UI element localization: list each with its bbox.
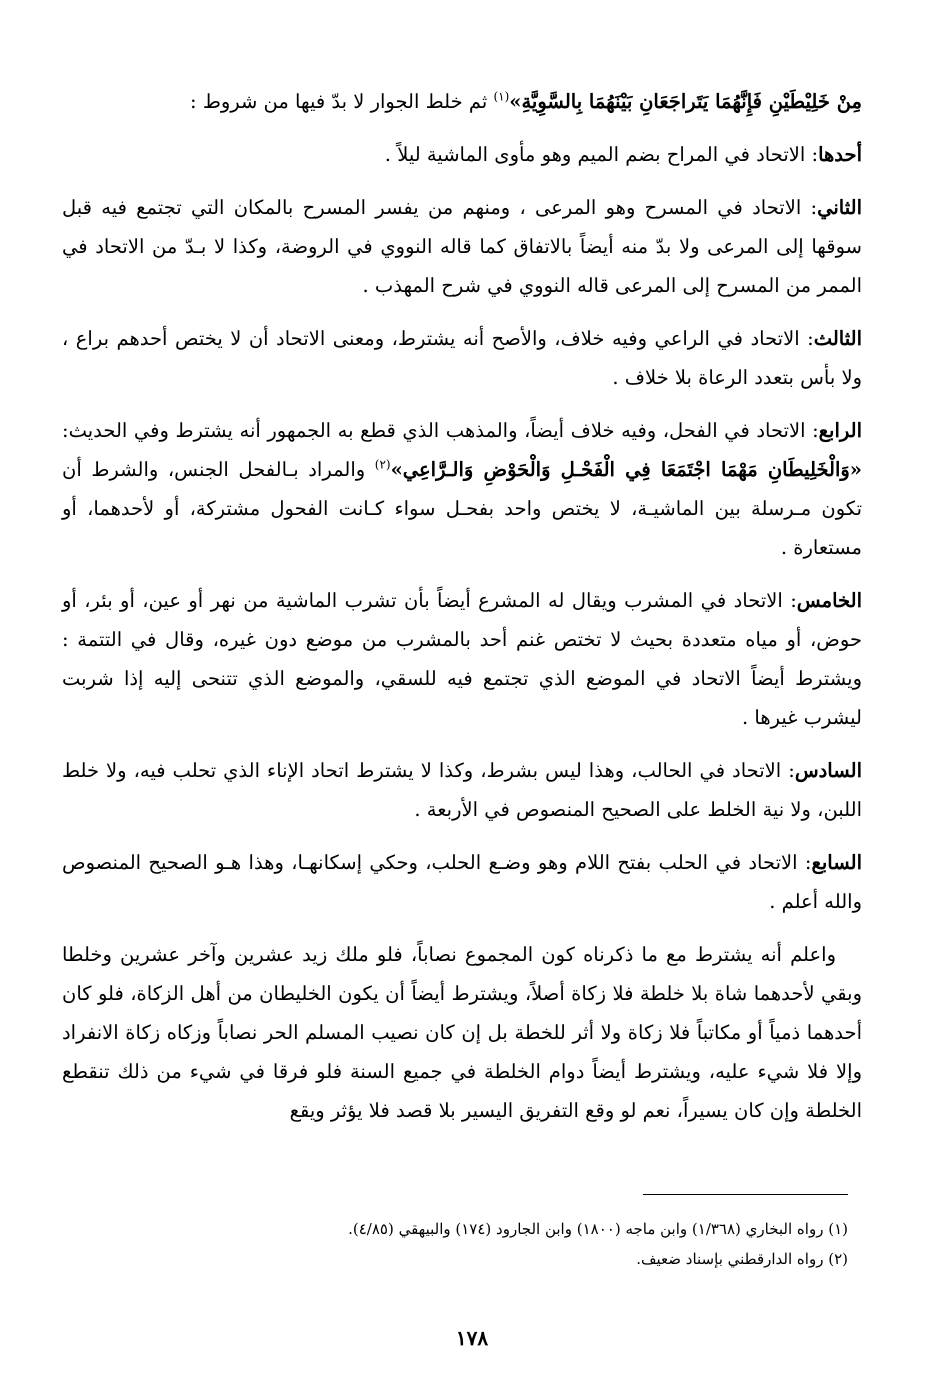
condition-label: الثاني <box>817 196 862 219</box>
hadith-quote: «وَالْخَلِيطَانِ مَهْمَا اجْتَمَعَا فِي الْفَحْـلِ وَالْحَوْضِ وَالـرَّاعِي» <box>390 458 862 481</box>
hadith-quote: مِنْ خَلِيْطَيْنِ فَإِنَّهُمَا يَتَراجَعَانِ بَيْنَهُمَا بِالسَّوِيَّةِ» <box>509 90 862 113</box>
condition-text: : الاتحاد في الفحل، وفيه خلاف أيضاً، والمذهب الذي قطع به الجمهور أنه يشترط وفي الحديث: <box>62 419 819 442</box>
condition-6 <box>62 751 862 829</box>
condition-text: : الاتحاد في الحلب بفتح اللام وهو وضـع الحلب، وحكي إسكانهـا، وهذا هـو الصحيح المنصوص والله أعلم . <box>62 851 862 913</box>
condition-4 <box>62 411 862 567</box>
condition-text: : الاتحاد في الراعي وفيه خلاف، والأصح أنه يشترط، ومعنى الاتحاد أن لا يختص أحدهم براع ، ولا بأس بتعدد الرعاة بلا خلاف . <box>62 327 862 389</box>
footnote-1: (١) رواه البخاري (١/٣٦٨) وابن ماجه (١٨٠٠) وابن الجارود (١٧٤) والبيهقي (٤/٨٥). <box>348 1220 848 1238</box>
condition-text: : الاتحاد في المسرح وهو المرعى ، ومنهم من يفسر المسرح بالمكان التي تجتمع فيه قبل سوقها إلى المرعى ولا بدّ منه أيضاً بالاتفاق كما قاله النووي في الروضة، وكذا لا بـدّ من الاتحاد في الممر من المسرح إلى المرعى قاله النووي في شرح المهذب . <box>62 196 862 297</box>
footnotes <box>62 1214 848 1274</box>
condition-label: الخامس <box>796 589 862 612</box>
condition-text: : الاتحاد في الحالب، وهذا ليس بشرط، وكذا لا يشترط اتحاد الإناء الذي تحلب فيه، ولا خلط اللبن، ولا نية الخلط على الصحيح المنصوص في الأربعة . <box>62 759 862 821</box>
condition-label: أحدها <box>818 143 862 166</box>
footnote-ref-1: (١) <box>493 89 510 104</box>
condition-label: الثالث <box>813 327 862 350</box>
closing-paragraph: واعلم أنه يشترط مع ما ذكرناه كون المجموع نصاباً، فلو ملك زيد عشرين وآخر عشرين وخلطا وبقي لأحدهما شاة بلا خلطة فلا زكاة أصلاً، ويشترط أيضاً أن يكون الخليطان من أهل الزكاة، فلو كان أحدهما ذمياً أو مكاتباً فلا زكاة ولا أثر للخطة بل إن كان نصيب المسلم الحر نصاباً وزكاه زكاة الانفراد وإلا فلا شيء عليه، ويشترط أيضاً دوام الخلطة في جميع السنة فلو فرقا في شيء من ذلك تنقطع الخلطة وإن كان يسيراً، نعم لو وقع التفريق اليسير بلا قصد فلا يؤثر ويقع <box>62 943 862 1122</box>
page-body <box>62 82 862 1144</box>
condition-3 <box>62 319 862 397</box>
condition-label: الرابع <box>818 419 862 442</box>
intro-paragraph <box>62 82 862 121</box>
condition-label: السابع <box>811 851 862 874</box>
footnote-separator <box>643 1194 848 1195</box>
condition-text: : الاتحاد في المشرب ويقال له المشرع أيضاً بأن تشرب الماشية من نهر أو عين، أو بئر، أو حوض، أو مياه متعددة بحيث لا تختص غنم أحد بالمشرب من موضع دون غيره، وقال في التتمة : ويشترط أيضاً الاتحاد في الموضع الذي تجتمع فيه للسقي، والموضع الذي تتنحى إليه إذا شربت ليشرب غيرها . <box>62 589 862 729</box>
condition-1 <box>62 135 862 174</box>
condition-text: والمراد بـالفحل الجنس، والشرط أن تكون مـرسلة بين الماشيـة، لا يختص واحد بفحـل سواء كـانت الفحول مشتركة، أو لأحدهما، أو مستعارة . <box>62 458 862 559</box>
condition-text: : الاتحاد في المراح بضم الميم وهو مأوى الماشية ليلاً . <box>384 143 819 166</box>
footnote-2: (٢) رواه الدارقطني بإسناد ضعيف. <box>636 1250 848 1268</box>
condition-7 <box>62 843 862 921</box>
condition-label: السادس <box>794 759 862 782</box>
page-number: ١٧٨ <box>455 1326 489 1350</box>
footnote-ref-2: (٢) <box>374 457 391 472</box>
condition-2 <box>62 188 862 305</box>
condition-5 <box>62 581 862 737</box>
intro-text: ثم خلط الجوار لا بدّ فيها من شروط : <box>190 90 494 113</box>
